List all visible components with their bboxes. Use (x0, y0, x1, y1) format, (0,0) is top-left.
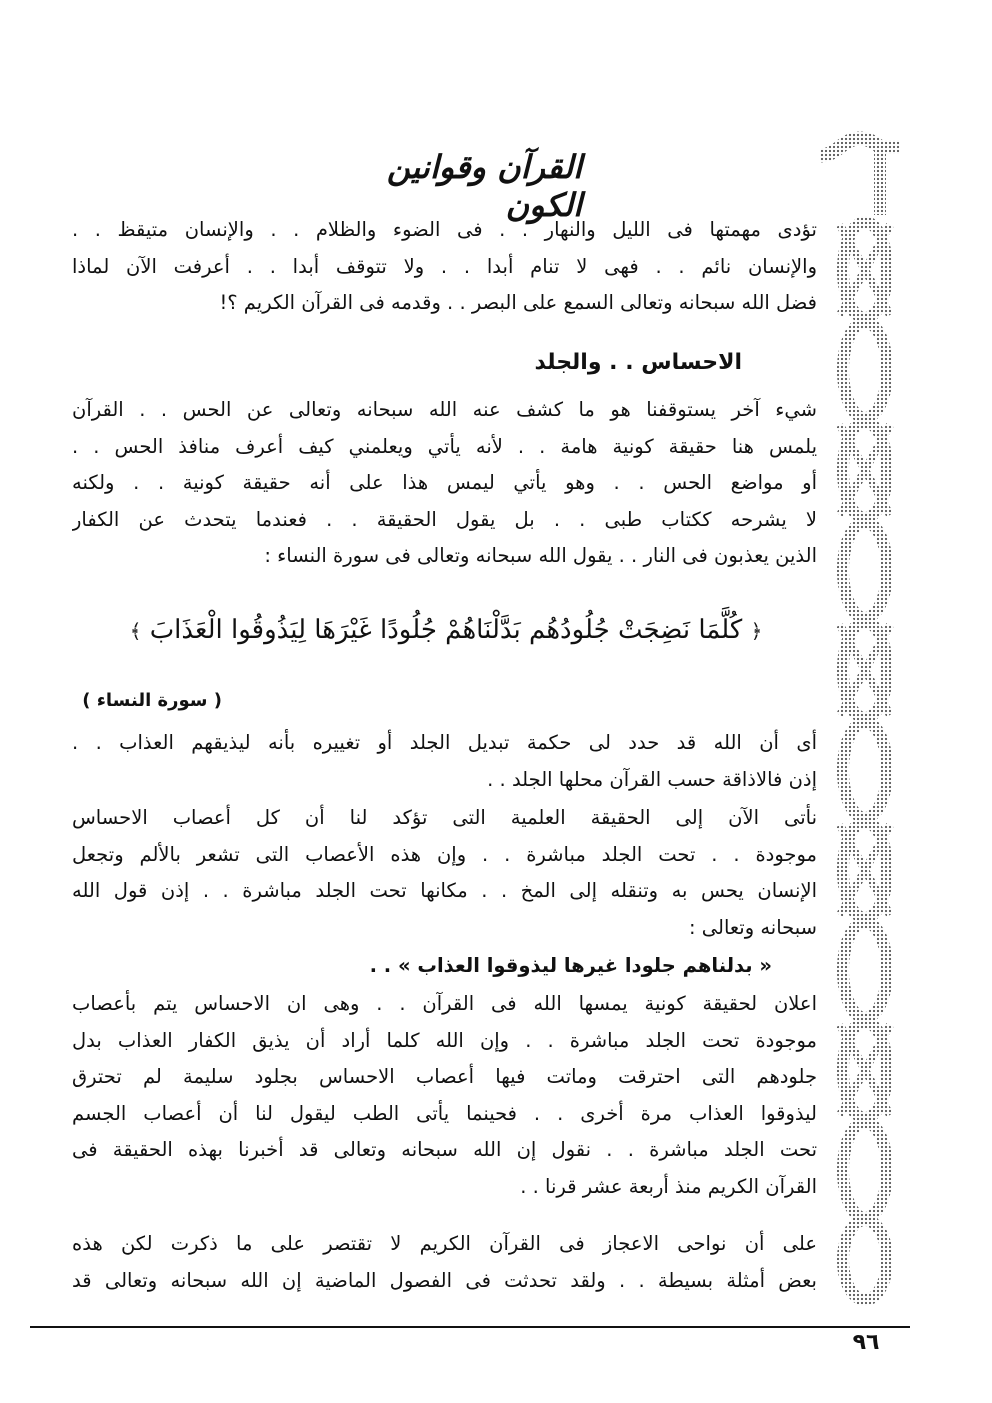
text-line: بعض أمثلة بسيطة . . ولقد تحدثت فى الفصول الماضية إن الله سبحانه وتعالى قد (72, 1268, 817, 1292)
ornamental-border (820, 125, 910, 1315)
paragraph-senses (72, 392, 817, 575)
text-line: والإنسان نائم . . فهى لا تنام أبدا . . ولا تتوقف أبدا . . أعرفت الآن لماذا (72, 254, 817, 278)
text-line: على أن نواحى الاعجاز فى القرآن الكريم لا تقتصر على ما ذكرت لكن هذه (72, 1232, 817, 1255)
paragraph-science (72, 800, 817, 946)
page-number: ٩٦ (852, 1330, 880, 1355)
text-line: موجودة . . تحت الجلد مباشرة . . وإن هذه الأعصاب التى تشعر بالألم وتجعل (72, 842, 817, 866)
footer-rule (30, 1326, 910, 1328)
text-line: سبحانه وتعالى : (689, 915, 817, 939)
text-line: « بدلناهم جلودا غيرها ليذوقوا العذاب » . . (369, 954, 772, 977)
text-line: تؤدى مهمتها فى الليل والنهار . . فى الضوء والظلام . . والإنسان متيقظ . . (72, 218, 817, 241)
text-line: يلمس هنا حقيقة كونية هامة . . لأنه يأتي ويعلمني كيف أعرف منافذ الحس . . (72, 434, 817, 458)
verse-bracket-open: ﴿ (750, 619, 763, 643)
intro-paragraph (72, 212, 817, 322)
section-heading: الاحساس . . والجلد (534, 350, 742, 375)
paragraph-closing (72, 1226, 817, 1299)
paragraph-revelation (72, 986, 817, 1205)
text-line: لا يشرحه ككتاب طبى . . بل يقول الحقيقة . . فعندما يتحدث عن الكفار (72, 507, 817, 531)
text-line: جلودهم التى احترقت وماتت فيها أعصاب الاحساس بجلود سليمة لم تحترق (72, 1065, 817, 1088)
verse-text: كُلَّمَا نَضِجَتْ جُلُودُهُم بَدَّلْنَاهُمْ جُلُودًا غَيْرَهَا لِيَذُوقُوا الْعَذَابَ (149, 615, 743, 645)
text-line: أو مواضع الحس . . وهو يأتي ليمس هذا على أنه حقيقة كونية . . ولكنه (72, 471, 817, 494)
paragraph-meaning (72, 725, 817, 798)
text-line: فضل الله سبحانه وتعالى السمع على البصر . . وقدمه فى القرآن الكريم ؟! (219, 291, 817, 314)
text-line: ليذوقوا العذاب مرة أخرى . . فحينما يأتى الطب ليقول لنا أن أعصاب الجسم (72, 1101, 817, 1125)
text-line: شيء آخر يستوقفنا هو ما كشف عنه الله سبحانه وتعالى عن الحس . . القرآن (72, 398, 817, 421)
text-line: اعلان لحقيقة كونية يمسها الله فى القرآن . . وهى ان الاحساس يتم بأعصاب (72, 992, 817, 1015)
verse-bracket-close: ﴾ (129, 619, 142, 643)
verse-source: ( سورة النساء ) (82, 690, 222, 711)
text-line: الذين يعذبون فى النار . . يقول الله سبحانه وتعالى فى سورة النساء : (264, 544, 817, 567)
quran-verse (72, 600, 820, 660)
text-line: الإنسان يحس به وتنقله إلى المخ . . مكانها تحت الجلد مباشرة . . إذن قول الله (72, 879, 817, 902)
text-line: القرآن الكريم منذ أربعة عشر قرنا . . (520, 1174, 817, 1198)
text-line: أى أن الله قد حدد لى حكمة تبديل الجلد أو تغييره بأنه ليذيقهم العذاب . . (72, 731, 817, 754)
quoted-verse (72, 948, 772, 985)
text-line: إذن فالاذاقة حسب القرآن محلها الجلد . . (487, 767, 817, 791)
text-line: نأتى الآن إلى الحقيقة العلمية التى تؤكد لنا أن كل أعصاب الاحساس (72, 806, 817, 829)
running-header-title: القرآن وقوانين الكون (386, 148, 582, 224)
text-line: موجودة تحت الجلد مباشرة . . وإن الله كلما أراد أن يذيق الكفار العذاب بدل (72, 1028, 817, 1052)
text-line: تحت الجلد مباشرة . . نقول إن الله سبحانه وتعالى قد أخبرنا بهذه الحقيقة فى (72, 1138, 817, 1161)
